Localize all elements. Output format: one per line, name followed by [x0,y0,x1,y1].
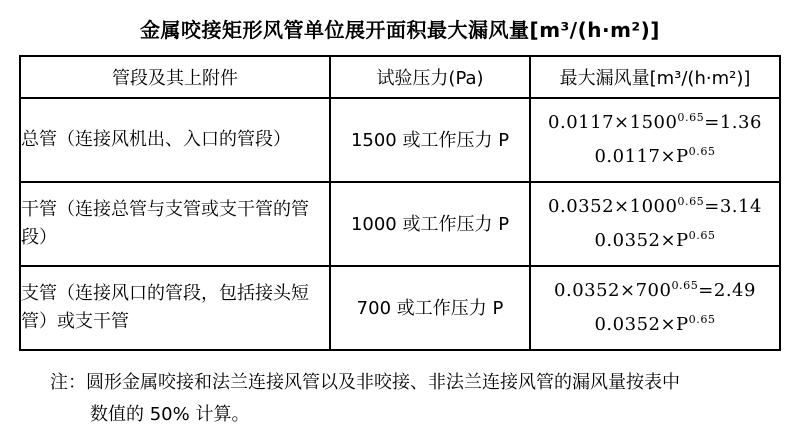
formula-main-prefix: 0.0117×1500 [548,111,678,133]
table-header [20,56,780,98]
formula-main-result: =2.49 [698,279,756,301]
formula-main [531,274,779,308]
cell-pressure-text: 1500 或工作压力 P [350,129,510,151]
formula-sub-exponent: 0.65 [688,145,716,158]
formula-main-prefix: 0.0352×1000 [548,195,678,217]
formula-main [531,190,779,224]
table-row [20,266,780,350]
cell-leakage [530,182,780,266]
table-row [20,182,780,266]
cell-segment: 总管（连接风机出、入口的管段） [20,98,330,182]
table-body [20,98,780,350]
column-header-leakage: 最大漏风量[m³/(h·m²)] [530,56,780,98]
formula-sub [531,224,779,258]
formula-sub [531,308,779,342]
page-title-text: 金属咬接矩形风管单位展开面积最大漏风量 [140,18,530,42]
table-note [50,367,750,430]
cell-pressure [330,266,530,350]
formula-sub-prefix: 0.0352×P [594,314,689,335]
formula-sub [531,140,779,174]
formula-main-prefix: 0.0352×700 [554,279,672,301]
note-line-2: 数值的 50% 计算。 [90,403,250,425]
formula-sub-prefix: 0.0352×P [594,230,689,251]
formula-sub-exponent: 0.65 [688,313,716,326]
table-row [20,98,780,182]
formula-main-exponent: 0.65 [677,194,705,208]
formula-main-exponent: 0.65 [677,110,705,124]
formula-main [531,106,779,140]
cell-pressure [330,182,530,266]
formula-main-result: =1.36 [704,111,762,133]
cell-segment: 干管（连接总管与支管或支干管的管段） [20,182,330,266]
page-title [0,0,800,55]
formula-sub-exponent: 0.65 [688,229,716,242]
cell-leakage [530,98,780,182]
cell-segment: 支管（连接风口的管段，包括接头短管）或支干管 [20,266,330,350]
cell-pressure [330,98,530,182]
column-header-segment: 管段及其上附件 [20,56,330,98]
note-line-1: 注：圆形金属咬接和法兰连接风管以及非咬接、非法兰连接风管的漏风量按表中 [50,372,680,393]
page-title-unit: [m³/(h·m²)] [529,18,660,42]
column-header-pressure: 试验压力(Pa) [330,56,530,98]
formula-main-result: =3.14 [704,195,762,217]
leakage-table [19,55,781,351]
cell-pressure-text: 700 或工作压力 P [356,297,504,319]
cell-pressure-text: 1000 或工作压力 P [350,213,510,235]
formula-sub-prefix: 0.0117×P [594,146,689,167]
cell-leakage [530,266,780,350]
formula-main-exponent: 0.65 [671,278,699,292]
table-header-row [20,56,780,98]
